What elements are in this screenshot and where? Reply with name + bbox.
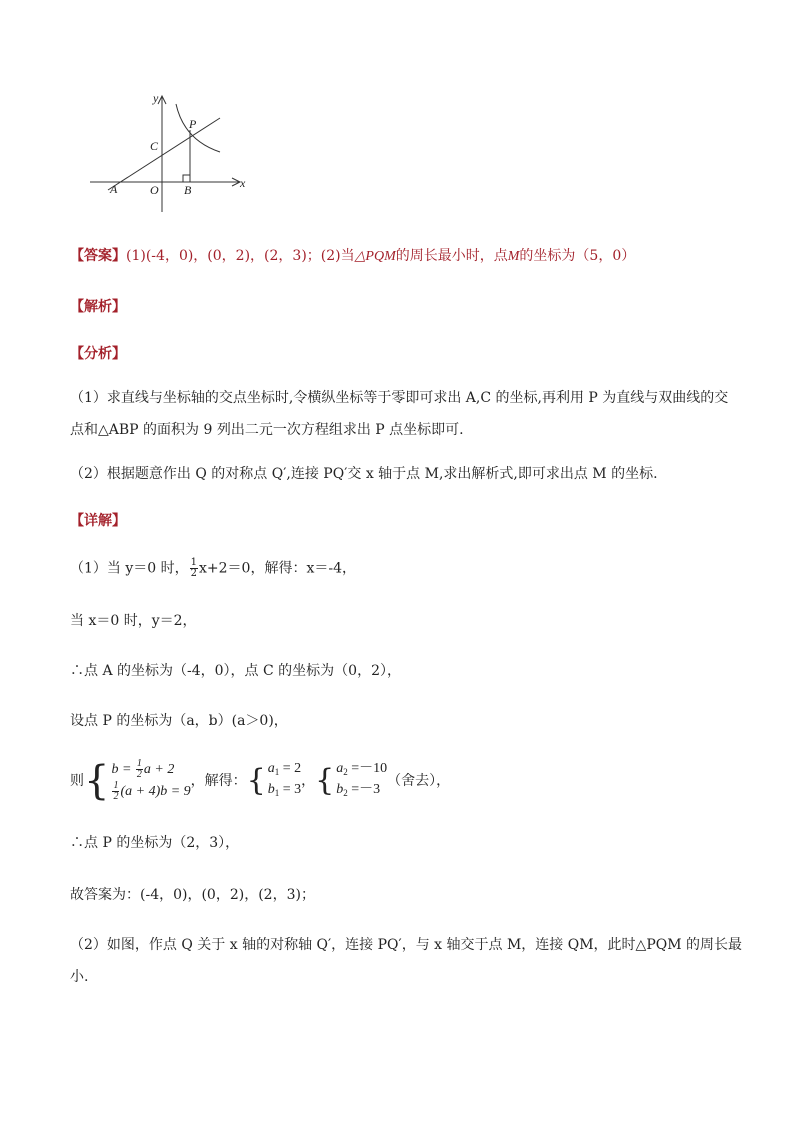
- solve-label: ，解得：: [190, 773, 247, 789]
- right-angle-mark: [183, 175, 190, 182]
- s1-a-val: = 2: [279, 761, 302, 776]
- fraction-num: 1: [190, 557, 197, 568]
- solution-2-b: [336, 781, 387, 802]
- s2-a-var: a: [336, 761, 344, 776]
- fraction-den: 2: [190, 568, 197, 579]
- detail-line-1: [70, 558, 356, 579]
- detail-1-b: x+2＝0，解得：x＝-4，: [199, 560, 356, 577]
- label-b: B: [184, 183, 192, 197]
- s2-a-sub: 2: [343, 767, 348, 777]
- eq1-a: b =: [111, 762, 135, 777]
- label-o: O: [150, 183, 159, 197]
- s2-a-val: =－10: [347, 761, 388, 776]
- eq2-fraction: [112, 781, 119, 802]
- answer-p2-mid: 的周长最小时，点: [395, 248, 508, 264]
- label-c: C: [150, 139, 159, 153]
- label-a: A: [110, 182, 118, 196]
- answer-p1-prefix: (1): [126, 248, 146, 264]
- label-x: x: [240, 176, 246, 190]
- solution-1: [268, 760, 301, 802]
- analysis-line-3: （2）根据题意作出 Q 的对称点 Q′,连接 PQ′交 x 轴于点 M,求出解析式,即可求出点 M 的坐标.: [70, 466, 658, 482]
- solution-2-a: [336, 760, 387, 781]
- system-ze: 则: [70, 773, 84, 789]
- answer-triangle: △PQM: [354, 249, 396, 264]
- answer-p2-prefix: (2)当: [320, 248, 355, 264]
- s1-a-sub: 1: [274, 767, 280, 777]
- brace-2: {: [246, 763, 266, 798]
- solution-2: [336, 760, 387, 802]
- xiangjie-tag: 【详解】: [70, 513, 126, 529]
- detail-line-7: 故答案为：(-4，0)，(0，2)，(2，3)；: [70, 887, 315, 903]
- analysis-line-1: （1）求直线与坐标轴的交点坐标时,令横纵坐标等于零即可求出 A,C 的坐标,再利用 P 为直线与双曲线的交: [70, 390, 729, 406]
- s1-a-var: a: [267, 761, 275, 776]
- s2-b-var: b: [336, 782, 344, 797]
- answer-sep: ；: [306, 248, 321, 264]
- eq1-den: 2: [136, 769, 142, 781]
- answer-tag: 【答案】: [70, 248, 126, 264]
- s1-b-sub: 1: [274, 788, 280, 798]
- equation-system-line: [70, 757, 450, 805]
- detail-line-6: ∴点 P 的坐标为（2，3），: [70, 835, 240, 851]
- fraction-half: [190, 558, 198, 579]
- detail-line-9: 小.: [70, 969, 89, 985]
- equation-2: [111, 781, 190, 803]
- label-y: y: [153, 91, 159, 105]
- s2-b-val: =－3: [347, 782, 381, 797]
- answer-m-coord: （5，0）: [575, 248, 636, 264]
- brace-1: {: [84, 758, 110, 804]
- answer-line: [70, 246, 635, 267]
- s1-b-val: = 3: [279, 782, 302, 797]
- eq2-num: 1: [113, 780, 119, 792]
- system-equations: [111, 759, 190, 803]
- hyperbola-curve: [176, 104, 220, 152]
- analysis-line-2: 点和△ABP 的面积为 9 列出二元一次方程组求出 P 点坐标即可.: [70, 422, 464, 438]
- detail-line-8: （2）如图，作点 Q 关于 x 轴的对称轴 Q′，连接 PQ′，与 x 轴交于点 M，连接 QM，此时△PQM 的周长最: [70, 937, 743, 953]
- brace-3: {: [315, 763, 335, 798]
- s1-b-var: b: [267, 782, 275, 797]
- answer-point-m: M: [507, 249, 520, 264]
- eq1-num: 1: [136, 758, 142, 770]
- answer-p2-suffix: 的坐标为: [519, 248, 576, 264]
- fenxi-tag: 【分析】: [70, 346, 126, 362]
- eq2-den: 2: [113, 791, 119, 803]
- solution-comma: ，: [301, 773, 316, 789]
- solution-1-b: [268, 781, 301, 802]
- equation-1: [111, 759, 190, 781]
- s2-b-sub: 2: [343, 788, 348, 798]
- label-p: P: [189, 117, 197, 131]
- eq2-b: (a + 4)b = 9: [120, 784, 191, 799]
- eq1-fraction: [136, 759, 143, 780]
- coordinate-figure: [80, 90, 260, 220]
- detail-1-a: （1）当 y＝0 时，: [70, 560, 189, 577]
- answer-p1-points: (-4，0)，(0，2)，(2，3): [145, 248, 307, 264]
- line-acp: [108, 118, 220, 190]
- detail-line-4: 设点 P 的坐标为（a，b）(a＞0)，: [70, 713, 288, 729]
- jiexi-tag: 【解析】: [70, 299, 126, 315]
- discard-note: （舍去），: [387, 773, 451, 789]
- solution-1-a: [268, 760, 301, 781]
- eq1-b: a + 2: [143, 762, 175, 777]
- detail-line-2: 当 x＝0 时，y＝2，: [70, 613, 197, 629]
- detail-line-3: ∴点 A 的坐标为（-4，0），点 C 的坐标为（0，2），: [70, 663, 401, 679]
